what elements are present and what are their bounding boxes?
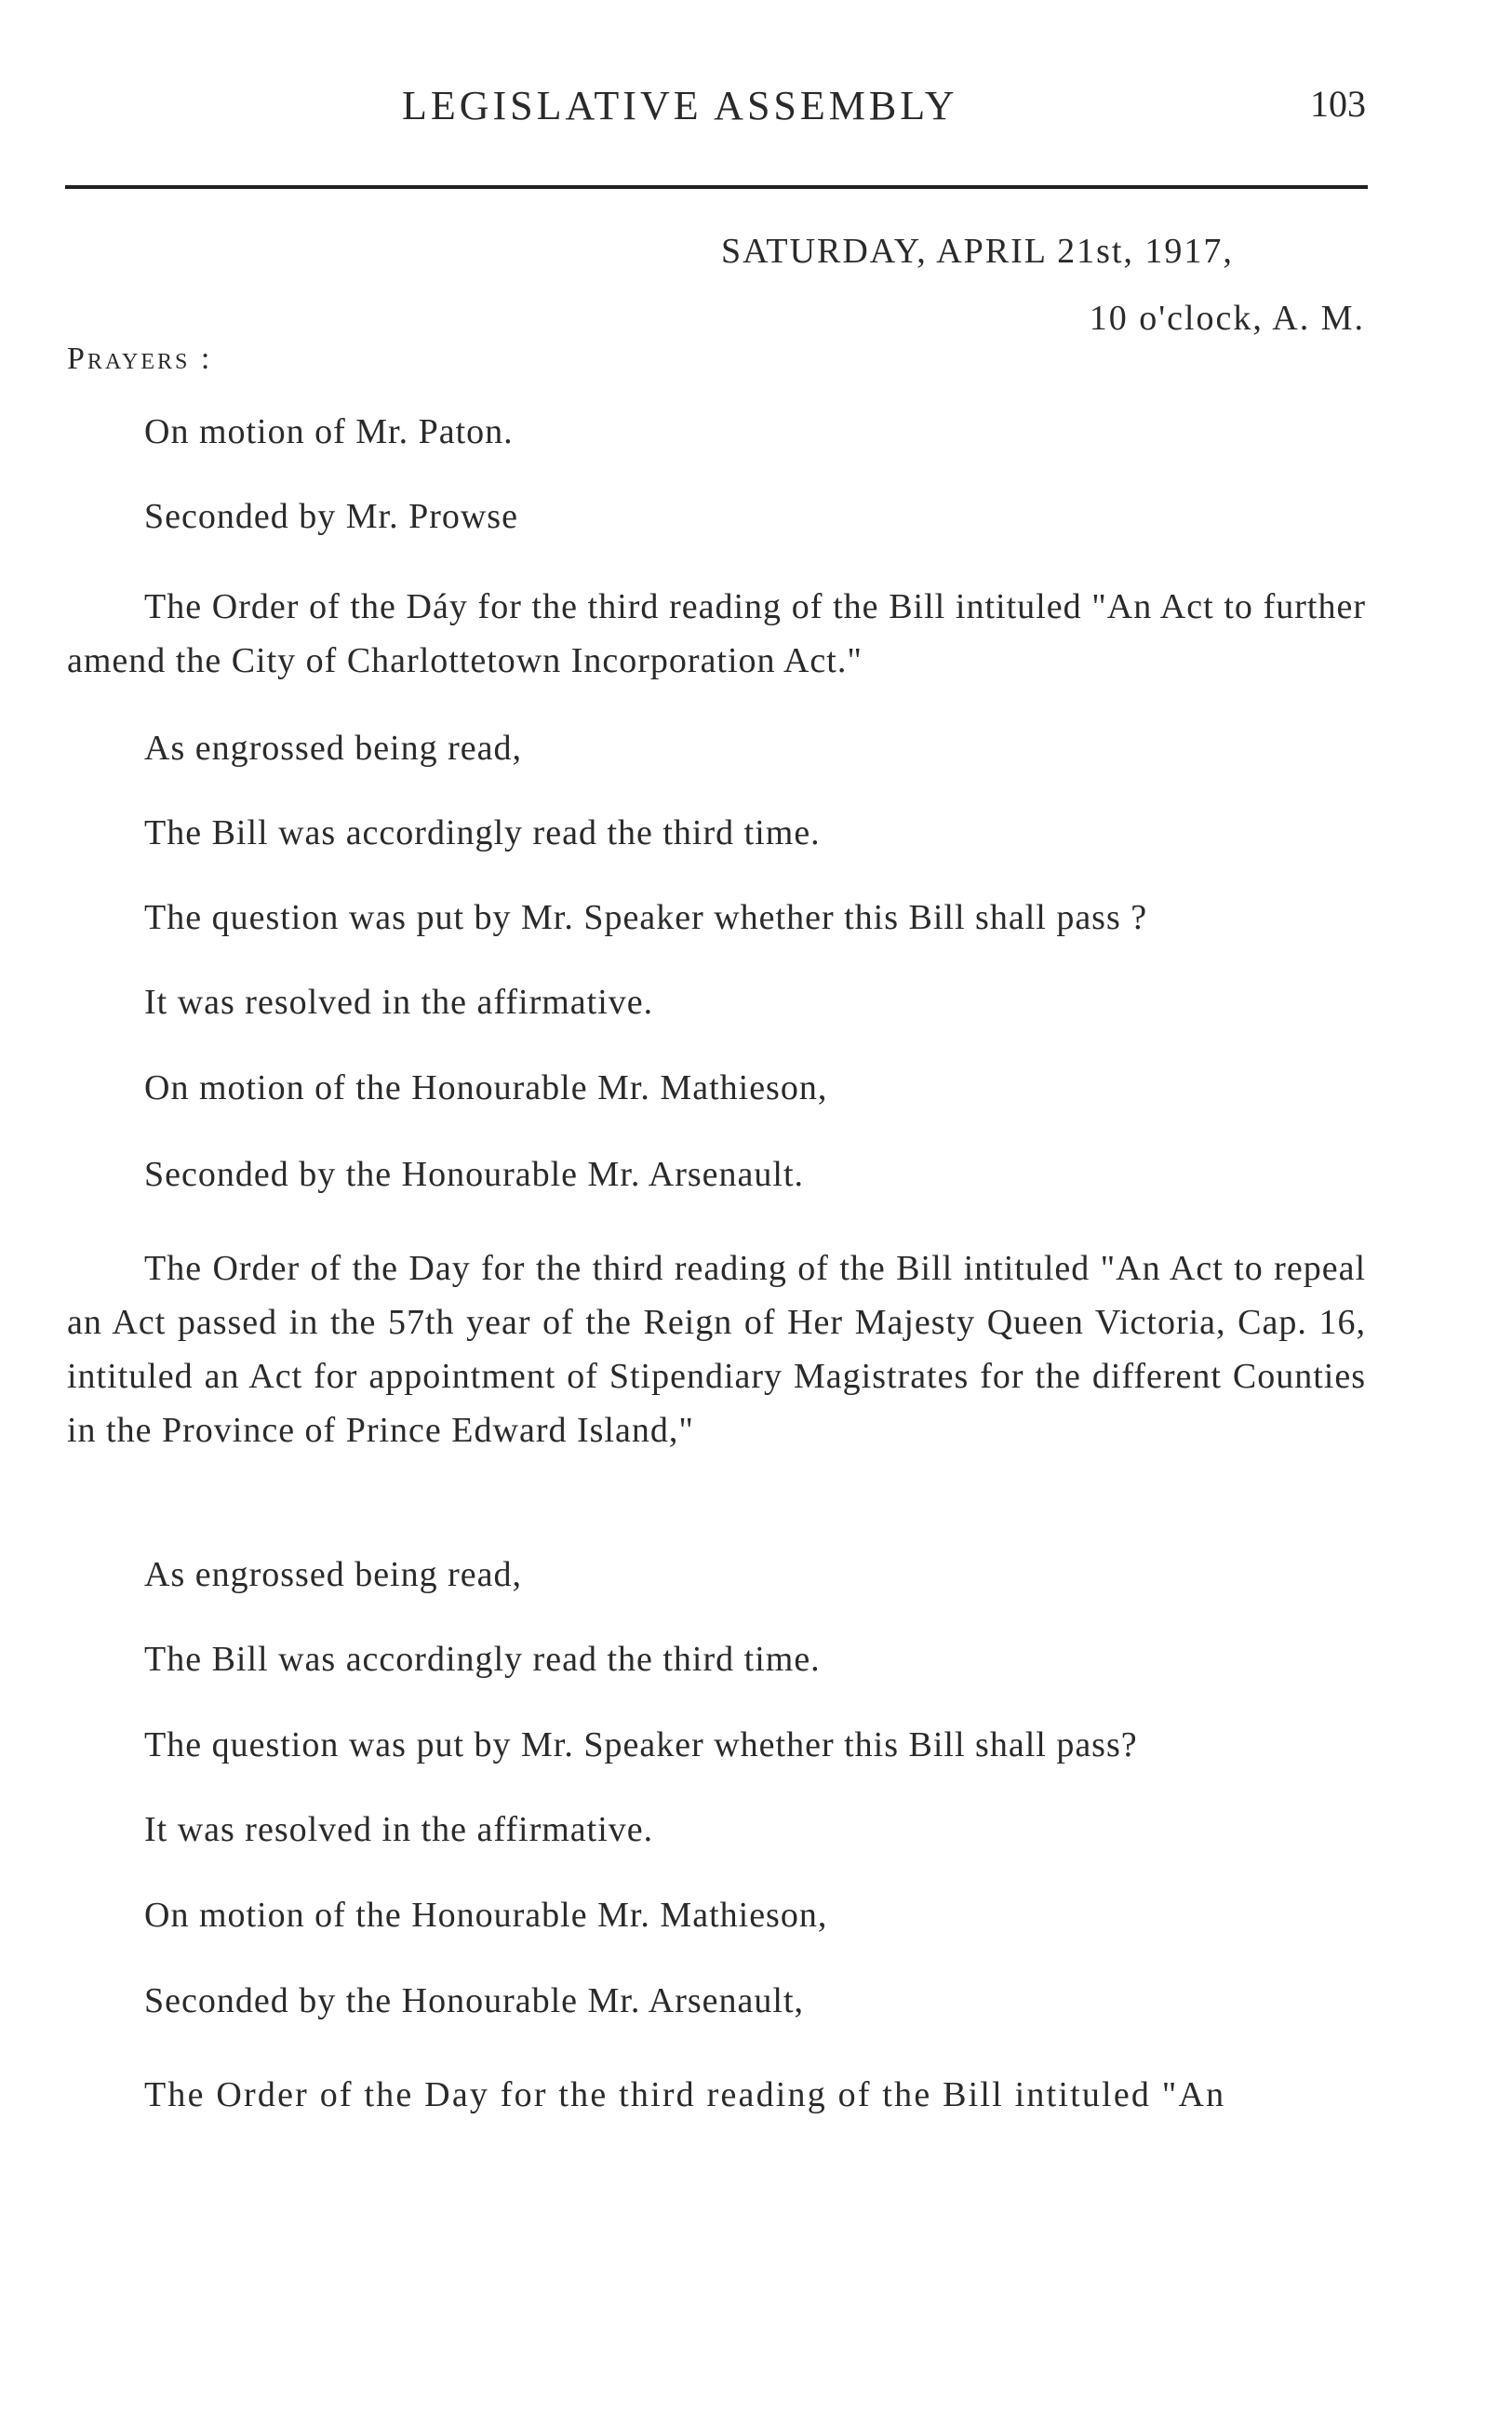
paragraph-engrossed-1: As engrossed being read,: [144, 729, 523, 768]
paragraph-engrossed-2: As engrossed being read,: [144, 1555, 523, 1594]
paragraph-seconded-prowse: Seconded by Mr. Prowse: [144, 497, 518, 536]
paragraph-order-stipendiary-bill: The Order of the Day for the third reading of the Bill intituled "An Act to repeal an Act passed in the 57th year of the Reign of Her Majesty Queen Victoria, Cap. 16, intituled an Act for appointment of Stipendiary Magistrates for the different Counties in the Province of Prince Edward Island,": [67, 1249, 1366, 1450]
paragraph-third-time-2: The Bill was accordingly read the third time.: [144, 1640, 821, 1679]
paragraph-motion-mathieson-2: On motion of the Honourable Mr. Mathieson,: [144, 1896, 828, 1935]
paragraph-seconded-arsenault-2: Seconded by the Honourable Mr. Arsenault,: [144, 1981, 805, 2020]
paragraph-motion-paton: On motion of Mr. Paton.: [144, 412, 514, 451]
header-rule: [65, 185, 1368, 189]
paragraph-question-1: The question was put by Mr. Speaker whether this Bill shall pass ?: [144, 898, 1148, 937]
paragraph-order-charlottetown-bill: The Order of the Dáy for the third reading of the Bill intituled "An Act to further amend the City of Charlottetown Incorporation Act.": [67, 587, 1366, 680]
time-of-sitting: 10 o'clock, A. M.: [1089, 299, 1365, 338]
page-number: 103: [1310, 83, 1366, 125]
prayers-heading: Prayers :: [67, 342, 213, 376]
dateline: SATURDAY, APRIL 21st, 1917,: [721, 232, 1234, 271]
page-header: [67, 82, 1366, 138]
paragraph-resolved-1: It was resolved in the affirmative.: [144, 983, 654, 1022]
paragraph-seconded-arsenault-1: Seconded by the Honourable Mr. Arsenault.: [144, 1155, 805, 1194]
running-title: LEGISLATIVE ASSEMBLY: [402, 83, 958, 128]
paragraph-motion-mathieson-1: On motion of the Honourable Mr. Mathieson,: [144, 1068, 828, 1107]
paragraph-order-third-bill: The Order of the Day for the third reading of the Bill intituled "An: [144, 2075, 1226, 2114]
paragraph-third-time-1: The Bill was accordingly read the third time.: [144, 813, 821, 852]
paragraph-question-2: The question was put by Mr. Speaker whether this Bill shall pass?: [144, 1725, 1138, 1764]
paragraph-resolved-2: It was resolved in the affirmative.: [144, 1810, 654, 1849]
